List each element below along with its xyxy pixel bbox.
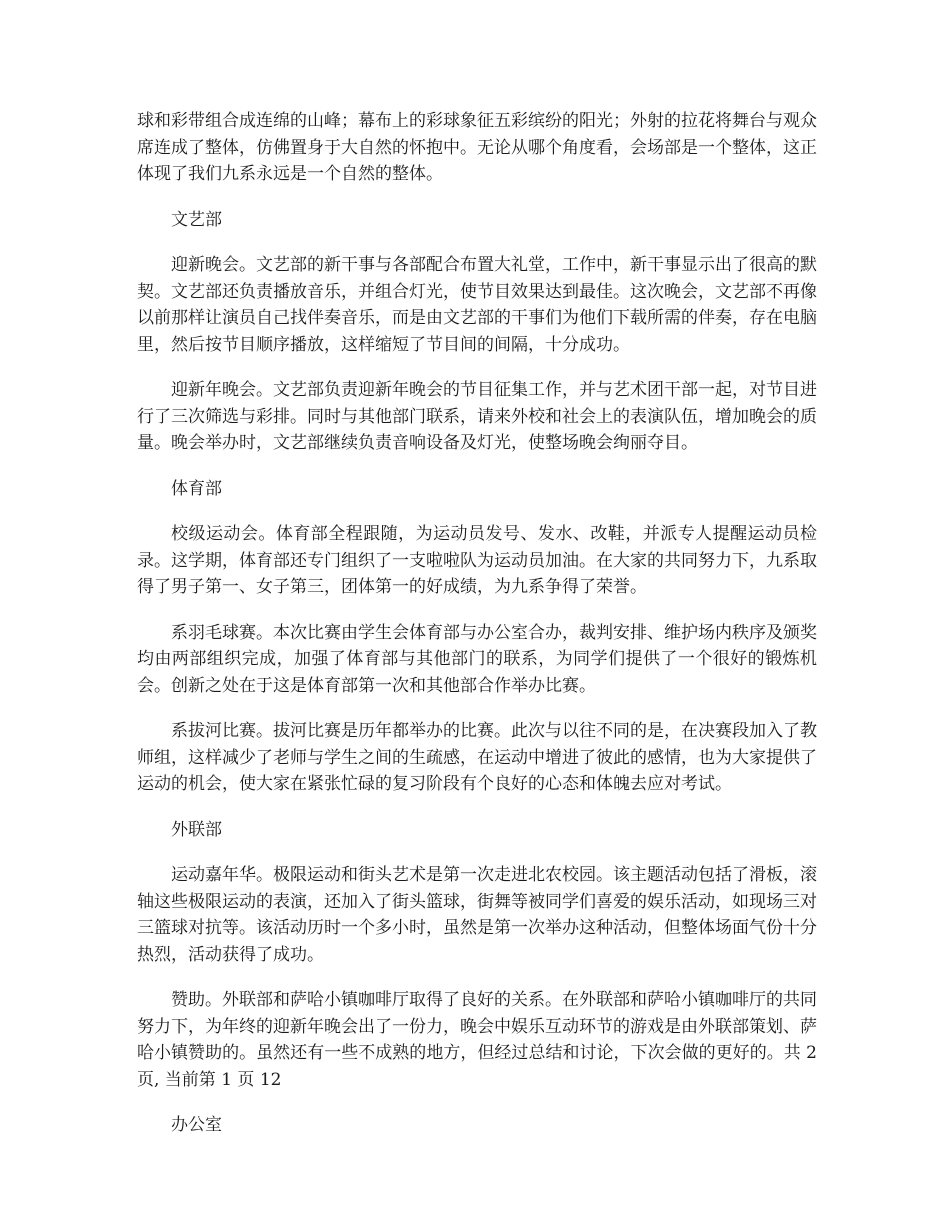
paragraph-welcome-party: 迎新晚会。文艺部的新干事与各部配合布置大礼堂，工作中，新干事显示出了很高的默契。文艺部还负责播放音乐，并组合灯光，使节目效果达到最佳。这次晚会，文艺部不再像以前那样让演员自己找伴奏音乐，而是由文艺部的干事们为他们下载所需的伴奏，存在电脑里，然后按节目顺序播放，这样缩短了节目间的间隔，十分成功。 <box>137 255 817 355</box>
section-heading-office: 办公室 <box>171 1115 222 1135</box>
paragraph-sports-meet: 校级运动会。体育部全程跟随，为运动员发号、发水、改鞋，并派专人提醒运动员检录。这学期，体育部还专门组织了一支啦啦队为运动员加油。在大家的共同努力下，九系取得了男子第一、女子第三，团体第一的好成绩，为九系争得了荣誉。 <box>137 524 817 597</box>
section-heading-external: 外联部 <box>171 819 222 840</box>
paragraph-stage-decoration: 球和彩带组合成连绵的山峰；幕布上的彩球象征五彩缤纷的阳光；外射的拉花将舞台与观众席连成了整体，仿佛置身于大自然的怀抱中。无论从哪个角度看，会场部是一个整体，这正体现了我们九系永远是一个自然的整体。 <box>137 111 817 184</box>
section-heading-arts: 文艺部 <box>171 209 222 230</box>
paragraph-new-year-party: 迎新年晚会。文艺部负责迎新年晚会的节目征集工作，并与艺术团干部一起，对节目进行了三次筛选与彩排。同时与其他部门联系，请来外校和社会上的表演队伍，增加晚会的质量。晚会举办时，文艺部继续负责音响设备及灯光，使整场晚会绚丽夺目。 <box>137 380 817 453</box>
paragraph-sponsorship: 赞助。外联部和萨哈小镇咖啡厅取得了良好的关系。在外联部和萨哈小镇咖啡厅的共同努力下，为年终的迎新年晚会出了一份力，晚会中娱乐互动环节的游戏是由外联部策划、萨哈小镇赞助的。虽然还有一些不成熟的地方，但经过总结和讨论，下次会做的更好的。共 2 页, 当前第 1 页 12 <box>137 990 817 1090</box>
paragraph-badminton: 系羽毛球赛。本次比赛由学生会体育部与办公室合办，裁判安排、维护场内秩序及颁奖均由两部组织完成，加强了体育部与其他部门的联系，为同学们提供了一个很好的锻炼机会。创新之处在于这是体育部第一次和其他部合作举办比赛。 <box>137 622 817 696</box>
paragraph-tug-of-war: 系拔河比赛。拔河比赛是历年都举办的比赛。此次与以往不同的是，在决赛段加入了教师组，这样减少了老师与学生之间的生疏感，在运动中增进了彼此的感情，也为大家提供了运动的机会，使大家在紧张忙碌的复习阶段有个良好的心态和体魄去应对考试。 <box>137 721 817 794</box>
paragraph-carnival: 运动嘉年华。极限运动和街头艺术是第一次走进北农校园。该主题活动包括了滑板，滚轴这些极限运动的表演，还加入了街头篮球，街舞等被同学们喜爱的娱乐活动，如现场三对三篮球对抗等。该活动历时一个多小时，虽然是第一次举办这种活动，但整体场面气份十分热烈，活动获得了成功。 <box>137 865 817 965</box>
section-heading-sports: 体育部 <box>171 478 222 499</box>
document-page <box>137 108 817 1158</box>
